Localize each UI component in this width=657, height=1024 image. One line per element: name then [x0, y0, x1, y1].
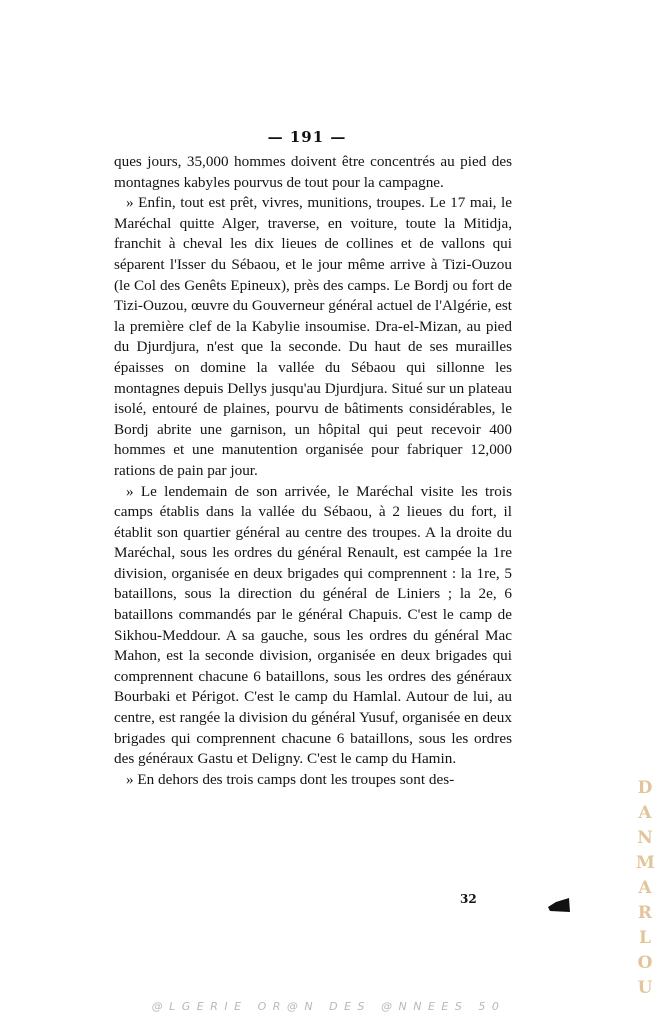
side-watermark-letter: O: [637, 953, 653, 973]
page-text: [114, 152, 512, 790]
paragraph-closing: » En dehors des trois camps dont les troupes sont des-: [126, 770, 455, 788]
paragraph-camps: » Le lendemain de son arrivée, le Maréchal visite les trois camps établis dans la vallée du Sébaou, à 2 lieues du fort, il établit son quartier général au centre des troupes. A la droite du Maréchal, sous les ordres du général Renault, est campée la 1re division, organisée en deux brigades qui comprennent : la 1re, 5 bataillons, sous la direction du général de Liniers ; la 2e, 6 bataillons commandés par le général Chapuis. C'est le camp de Sikhou-Meddour. A sa gauche, sous les ordres du général Mac Mahon, est la seconde division, organisée en deux brigades qui comprennent chacune 6 bataillons, sous les ordres des généraux Bourbaki et Périgot. C'est le camp du Hamlal. Autour de lui, au centre, est rangée la division du général Yusuf, organisée en deux brigades qui comprennent chacune 6 bataillons, sous les ordres des généraux Gastu et Deligny. C'est le camp du Hamin.: [114, 482, 512, 768]
paragraph-departure: » Enfin, tout est prêt, vivres, munitions, troupes. Le 17 mai, le Maréchal quitte Alger, traverse, en voiture, toute la Mitidja, franchit à cheval les dix lieues de collines et de vallons qui séparent l'Isser du Sébaou, et le jour même arrive à Tizi-Ouzou (le Col des Genêts Epineux), près des camps. Le Bordj ou fort de Tizi-Ouzou, œuvre du Gouverneur général actuel de l'Algérie, est la première clef de la Kabylie insoumise. Dra-el-Mizan, au pied du Djurdjura, n'est que la seconde. Du haut de ses murailles épaisses on domine la vallée du Sébaou qui sillonne les montagnes depuis Dellys jusqu'au Djurdjura. Situé sur un plateau isolé, entouré de plaines, pourvu de bâtiments considérables, le Bordj abrite une garnison, un hôpital qui peut recevoir 400 hommes et une manutention organisée pour fabriquer 12,000 rations de pain par jour.: [114, 194, 512, 479]
page-number: — 191 —: [267, 128, 347, 146]
side-watermark-letter: L: [639, 928, 651, 948]
side-watermark-letter: R: [637, 903, 653, 923]
side-watermark-letter: A: [638, 878, 652, 898]
side-watermark: [636, 776, 654, 1001]
signature-mark: 32: [460, 892, 477, 906]
ink-blot-icon: [548, 898, 570, 912]
side-watermark-letter: D: [637, 778, 653, 798]
side-watermark-letter: A: [638, 803, 652, 823]
footer-watermark: @LGERIE OR@N DES @NNEES 50: [151, 1000, 506, 1013]
side-watermark-letter: N: [637, 828, 653, 848]
side-watermark-letter: M: [636, 853, 655, 873]
side-watermark-letter: U: [637, 978, 653, 998]
paragraph-continuation: ques jours, 35,000 hommes doivent être concentrés au pied des montagnes kabyles pourvus de tout pour la campagne.: [114, 153, 512, 191]
